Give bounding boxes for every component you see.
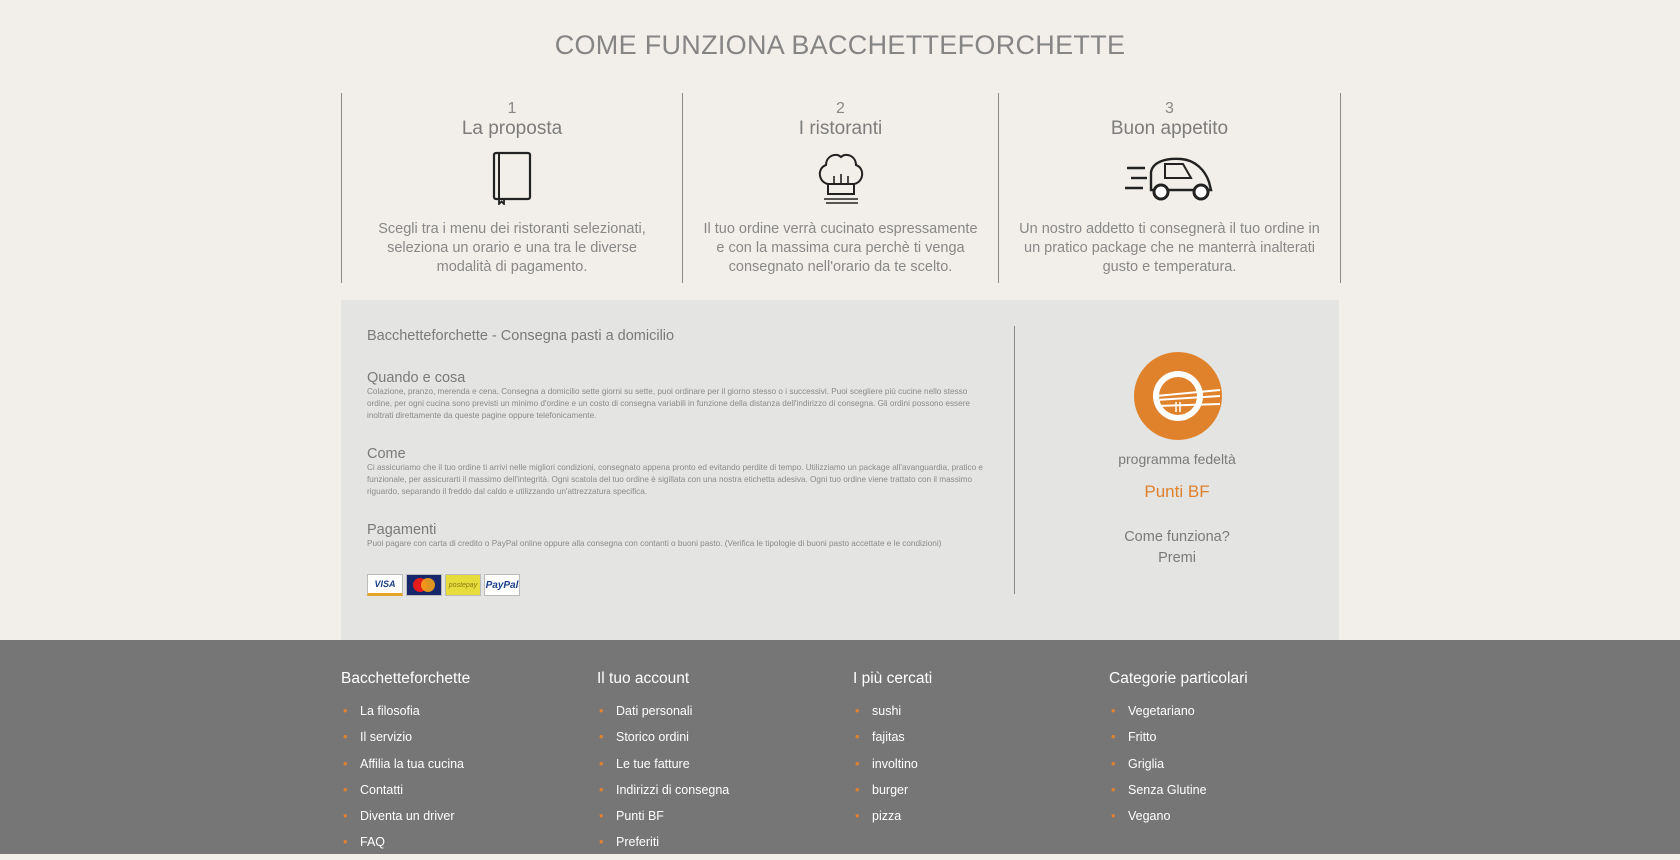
footer-link[interactable]: • sushi xyxy=(853,702,1093,728)
step-description: Scegli tra i menu dei ristoranti selezionati, seleziona un orario e una tra le diverse modalità di pagamento. xyxy=(378,221,646,275)
footer-column-company xyxy=(341,670,581,860)
footer-column-categories xyxy=(1109,670,1349,833)
section-text: Ci assicuriamo che il tuo ordine ti arrivi nelle migliori condizioni, consegnato appena pronto ed evitando perdite di tempo. Utilizziamo un package all'avanguardia, pratico e funzionale, per assicurarti il massimo dell'integrità. Ogni scatola del tuo ordine è sigillata con una nostra etichetta adesiva. Ogni tuo ordine viene trattato con il massimo riguardo, separando il freddo dal caldo e utilizzando un'attrezzatura specifica. xyxy=(367,463,983,496)
footer-link[interactable]: • Preferiti xyxy=(597,833,837,859)
loyalty-label: programma fedeltà xyxy=(1118,451,1236,467)
footer-link[interactable]: • Vegetariano xyxy=(1109,702,1349,728)
footer xyxy=(0,640,1680,854)
footer-link[interactable]: • Vegano xyxy=(1109,807,1349,833)
footer-link[interactable]: • fajitas xyxy=(853,728,1093,754)
section-text: Puoi pagare con carta di credito o PayPal online oppure alla consegna con contanti o buoni pasto. (Verifica le tipologie di buoni pasto accettate e le condizioni) xyxy=(367,539,942,548)
points-link[interactable]: Punti BF xyxy=(1144,482,1210,501)
step-title: La proposta xyxy=(461,118,563,139)
step-description: Il tuo ordine verrà cucinato espressamente e con la massima cura perchè ti venga consegnato nell'orario da te scelto. xyxy=(703,221,978,275)
mastercard-logo xyxy=(406,574,442,596)
payment-methods xyxy=(367,574,987,596)
footer-link[interactable]: • Storico ordini xyxy=(597,728,837,754)
step-title: I ristoranti xyxy=(798,118,883,139)
footer-link[interactable]: • involtino xyxy=(853,755,1093,781)
step-title: Buon appetito xyxy=(1110,118,1229,139)
step-restaurants xyxy=(682,93,998,283)
section-text: Colazione, pranzo, merenda e cena. Consegna a domicilio sette giorni su sette, puoi ordinare per il giorno stesso o i successivi. Puoi scegliere più cucine nello stesso ordine, per ogni cucina sono previsti un minimo d'ordine e un costo di consegna variabili in funzione della distanza dell'indirizzo di consegna. Gli ordini possono essere inoltrati direttamente da queste pagine oppure telefonicamente. xyxy=(367,387,970,420)
footer-column-account xyxy=(597,670,837,860)
footer-column-title: I più cercati xyxy=(853,670,933,687)
step-enjoy xyxy=(998,93,1340,283)
footer-link[interactable]: • Dati personali xyxy=(597,702,837,728)
prizes-link[interactable]: Premi xyxy=(1158,550,1196,566)
footer-link[interactable]: • burger xyxy=(853,781,1093,807)
footer-column-title: Il tuo account xyxy=(597,670,690,687)
footer-link[interactable]: • Griglia xyxy=(1109,755,1349,781)
book-icon xyxy=(342,150,682,206)
service-info xyxy=(367,328,987,596)
info-title: Bacchetteforchette - Consegna pasti a domicilio xyxy=(367,328,675,344)
footer-column-title: Bacchetteforchette xyxy=(341,670,471,687)
loyalty-program xyxy=(1015,300,1339,640)
delivery-car-icon xyxy=(999,150,1340,206)
section-title: Come xyxy=(367,446,406,462)
paypal-logo: PayPal xyxy=(484,574,520,596)
loyalty-logo xyxy=(1134,352,1222,440)
footer-link[interactable]: • Le tue fatture xyxy=(597,755,837,781)
postepay-logo: postepay xyxy=(445,574,481,596)
footer-link[interactable]: • FAQ xyxy=(341,833,581,859)
step-number: 2 xyxy=(836,100,845,117)
footer-link[interactable]: • Diventa un driver xyxy=(341,807,581,833)
footer-link[interactable]: • La filosofia xyxy=(341,702,581,728)
how-it-works-steps xyxy=(341,93,1341,283)
footer-link[interactable]: • Il servizio xyxy=(341,728,581,754)
visa-logo: VISA xyxy=(367,574,403,596)
footer-link[interactable]: • Fritto xyxy=(1109,728,1349,754)
step-number: 3 xyxy=(1165,100,1174,117)
page-title: COME FUNZIONA BACCHETTEFORCHETTE xyxy=(554,30,1126,60)
footer-link[interactable]: • Affilia la tua cucina xyxy=(341,755,581,781)
how-it-works-link[interactable]: Come funziona? xyxy=(1124,529,1230,545)
footer-link[interactable]: • pizza xyxy=(853,807,1093,833)
footer-link[interactable]: • Indirizzi di consegna xyxy=(597,781,837,807)
step-proposal xyxy=(342,93,682,283)
footer-column-title: Categorie particolari xyxy=(1109,670,1248,687)
step-number: 1 xyxy=(507,100,517,117)
chef-hat-icon xyxy=(683,150,998,206)
footer-column-popular xyxy=(853,670,1093,833)
section-title: Pagamenti xyxy=(367,522,437,538)
step-description: Un nostro addetto ti consegnerà il tuo ordine in un pratico package che ne manterrà inalterati gusto e temperatura. xyxy=(1019,221,1320,275)
footer-link[interactable]: • Senza Glutine xyxy=(1109,781,1349,807)
info-box xyxy=(341,300,1339,640)
section-title: Quando e cosa xyxy=(367,370,466,386)
footer-link[interactable]: • Contatti xyxy=(341,781,581,807)
footer-link[interactable]: • Punti BF xyxy=(597,807,837,833)
